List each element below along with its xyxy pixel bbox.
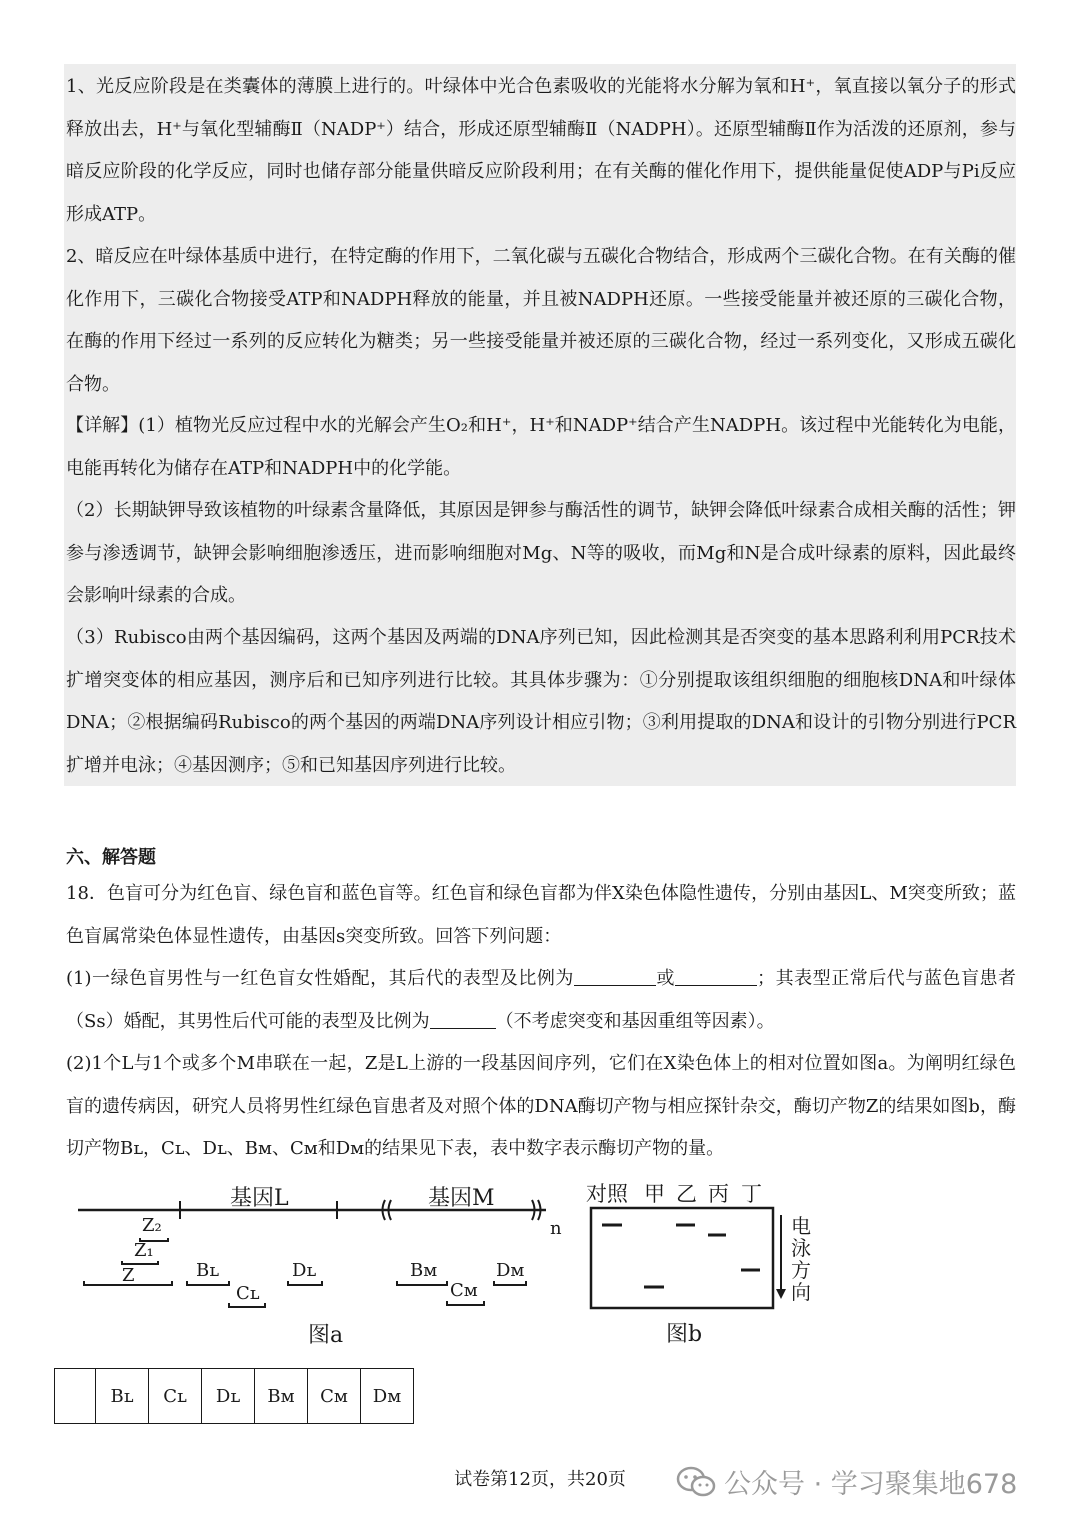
z1-label: Z₁ bbox=[134, 1240, 154, 1261]
analysis-detail-3: （3）Rubisco由两个基因编码，这两个基因及两端的DNA序列已知，因此检测其是否突变的基本思路利利用PCR技术扩增突变体的相应基因，测序后和已知序列进行比较。其具体步骤为：①分别提取该组织细胞的细胞核DNA和叶绿体DNA；②根据编码Rubisco的两个基因的两端DNA序列设计相应引物；③利用提取的DNA和设计的引物分别进行PCR扩增并电泳；④基因测序；⑤和已知基因序列进行比较。 bbox=[66, 627, 1016, 776]
direction-char-2: 泳 bbox=[791, 1236, 811, 1260]
direction-char-3: 方 bbox=[791, 1258, 811, 1282]
figure-a-caption: 图a bbox=[308, 1323, 344, 1348]
lane-label-yi: 乙 bbox=[676, 1182, 697, 1206]
answer-blank-2[interactable] bbox=[675, 965, 757, 986]
bm-label: Bᴍ bbox=[410, 1260, 438, 1281]
lane-label-jia: 甲 bbox=[644, 1182, 665, 1206]
gene-m-label: 基因M bbox=[428, 1186, 495, 1211]
z2-label: Z₂ bbox=[142, 1215, 162, 1236]
figures bbox=[0, 1175, 1080, 1365]
wechat-icon bbox=[676, 1465, 716, 1499]
figure-b-electrophoresis bbox=[586, 1182, 811, 1347]
question-18 bbox=[66, 873, 1016, 1171]
n-label: n bbox=[550, 1218, 562, 1239]
figure-a-chromosome-map bbox=[78, 1186, 562, 1348]
table-header-bl: Bʟ bbox=[96, 1369, 149, 1424]
page-number: 试卷第12页，共20页 bbox=[454, 1469, 626, 1490]
direction-char-1: 电 bbox=[791, 1214, 811, 1238]
z-label: Z bbox=[122, 1265, 135, 1286]
gene-l-label: 基因L bbox=[230, 1186, 289, 1211]
question-intro: 18．色盲可分为红色盲、绿色盲和蓝色盲等。红色盲和绿色盲都为伴X染色体隐性遗传，分别由基因L、M突变所致；蓝色盲属常染色体显性遗传，由基因s突变所致。回答下列问题： bbox=[66, 883, 1016, 947]
question-part1-or: 或 bbox=[655, 968, 676, 989]
answer-blank-1[interactable] bbox=[574, 965, 656, 986]
table-header-dl: Dʟ bbox=[202, 1369, 255, 1424]
analysis-detail-2: （2）长期缺钾导致该植物的叶绿素含量降低，其原因是钾参与酶活性的调节，缺钾会降低叶绿素合成相关酶的活性；钾参与渗透调节，缺钾会影响细胞渗透压，进而影响细胞对Mg、N等的吸收，而Mg和N是合成叶绿素的原料，因此最终会影响叶绿素的合成。 bbox=[66, 500, 1016, 606]
lane-label-control: 对照 bbox=[586, 1182, 628, 1206]
lane-label-ding: 丁 bbox=[741, 1182, 762, 1206]
question-part1-c: （不考虑突变和基因重组等因素）。 bbox=[495, 1010, 775, 1032]
direction-char-4: 向 bbox=[791, 1280, 811, 1304]
analysis-paragraph-1: 1、光反应阶段是在类囊体的薄膜上进行的。叶绿体中光合色素吸收的光能将水分解为氧和H⁺，氧直接以氧分子的形式释放出去，H⁺与氧化型辅酶Ⅱ（NADP⁺）结合，形成还原型辅酶Ⅱ（NADPH）。还原型辅酶Ⅱ作为活泼的还原剂，参与暗反应阶段的化学反应，同时也储存部分能量供暗反应阶段利用；在有关酶的催化作用下，提供能量促使ADP与Pi反应形成ATP。 bbox=[66, 76, 1016, 225]
dl-label: Dʟ bbox=[292, 1260, 317, 1281]
question-part2: (2)1个L与1个或多个M串联在一起，Z是L上游的一段基因间序列，它们在X染色体上的相对位置如图a。为阐明红绿色盲的遗传病因，研究人员将男性红绿色盲患者及对照个体的DNA酶切产物与相应探针杂交，酶切产物Z的结果如图b，酶切产物Bʟ，Cʟ、Dʟ、Bᴍ、Cᴍ和Dᴍ的结果见下表，表中数字表示酶切产物的量。 bbox=[66, 1053, 1016, 1159]
dm-label: Dᴍ bbox=[496, 1260, 525, 1281]
table-header-cm: Cᴍ bbox=[308, 1369, 361, 1424]
question-part1-a: (1)一绿色盲男性与一红色盲女性婚配，其后代的表型及比例为 bbox=[66, 968, 574, 989]
question-part1-b: ；其表型正常后代与蓝色盲患者（Ss）婚配，其男性后代可能的表型及比例为 bbox=[66, 968, 1017, 1032]
results-table bbox=[54, 1368, 414, 1424]
answer-blank-3[interactable] bbox=[430, 1008, 496, 1029]
table-header-dm: Dᴍ bbox=[361, 1369, 414, 1424]
section-title: 六、解答题 bbox=[66, 847, 156, 868]
table-header-row bbox=[55, 1369, 414, 1424]
watermark bbox=[676, 1462, 1017, 1501]
table-header-bm: Bᴍ bbox=[255, 1369, 308, 1424]
bl-label: Bʟ bbox=[196, 1260, 220, 1281]
table-header-cl: Cʟ bbox=[149, 1369, 202, 1424]
figure-b-caption: 图b bbox=[666, 1322, 703, 1347]
analysis-detail-1: 【详解】(1）植物光反应过程中水的光解会产生O₂和H⁺，H⁺和NADP⁺结合产生NADPH。该过程中光能转化为电能，电能再转化为储存在ATP和NADPH中的化学能。 bbox=[66, 415, 1016, 479]
lane-label-bing: 丙 bbox=[708, 1182, 729, 1206]
table-header-empty bbox=[55, 1369, 96, 1424]
cl-label: Cʟ bbox=[236, 1283, 260, 1304]
cm-label: Cᴍ bbox=[450, 1280, 478, 1301]
watermark-text: 公众号 · 学习聚集地678 bbox=[724, 1469, 1018, 1500]
analysis-paragraph-2: 2、暗反应在叶绿体基质中进行，在特定酶的作用下，二氧化碳与五碳化合物结合，形成两个三碳化合物。在有关酶的催化作用下，三碳化合物接受ATP和NADPH释放的能量，并且被NADPH还原。一些接受能量并被还原的三碳化合物，在酶的作用下经过一系列的反应转化为糖类；另一些接受能量并被还原的三碳化合物，经过一系列变化，又形成五碳化合物。 bbox=[66, 246, 1016, 395]
